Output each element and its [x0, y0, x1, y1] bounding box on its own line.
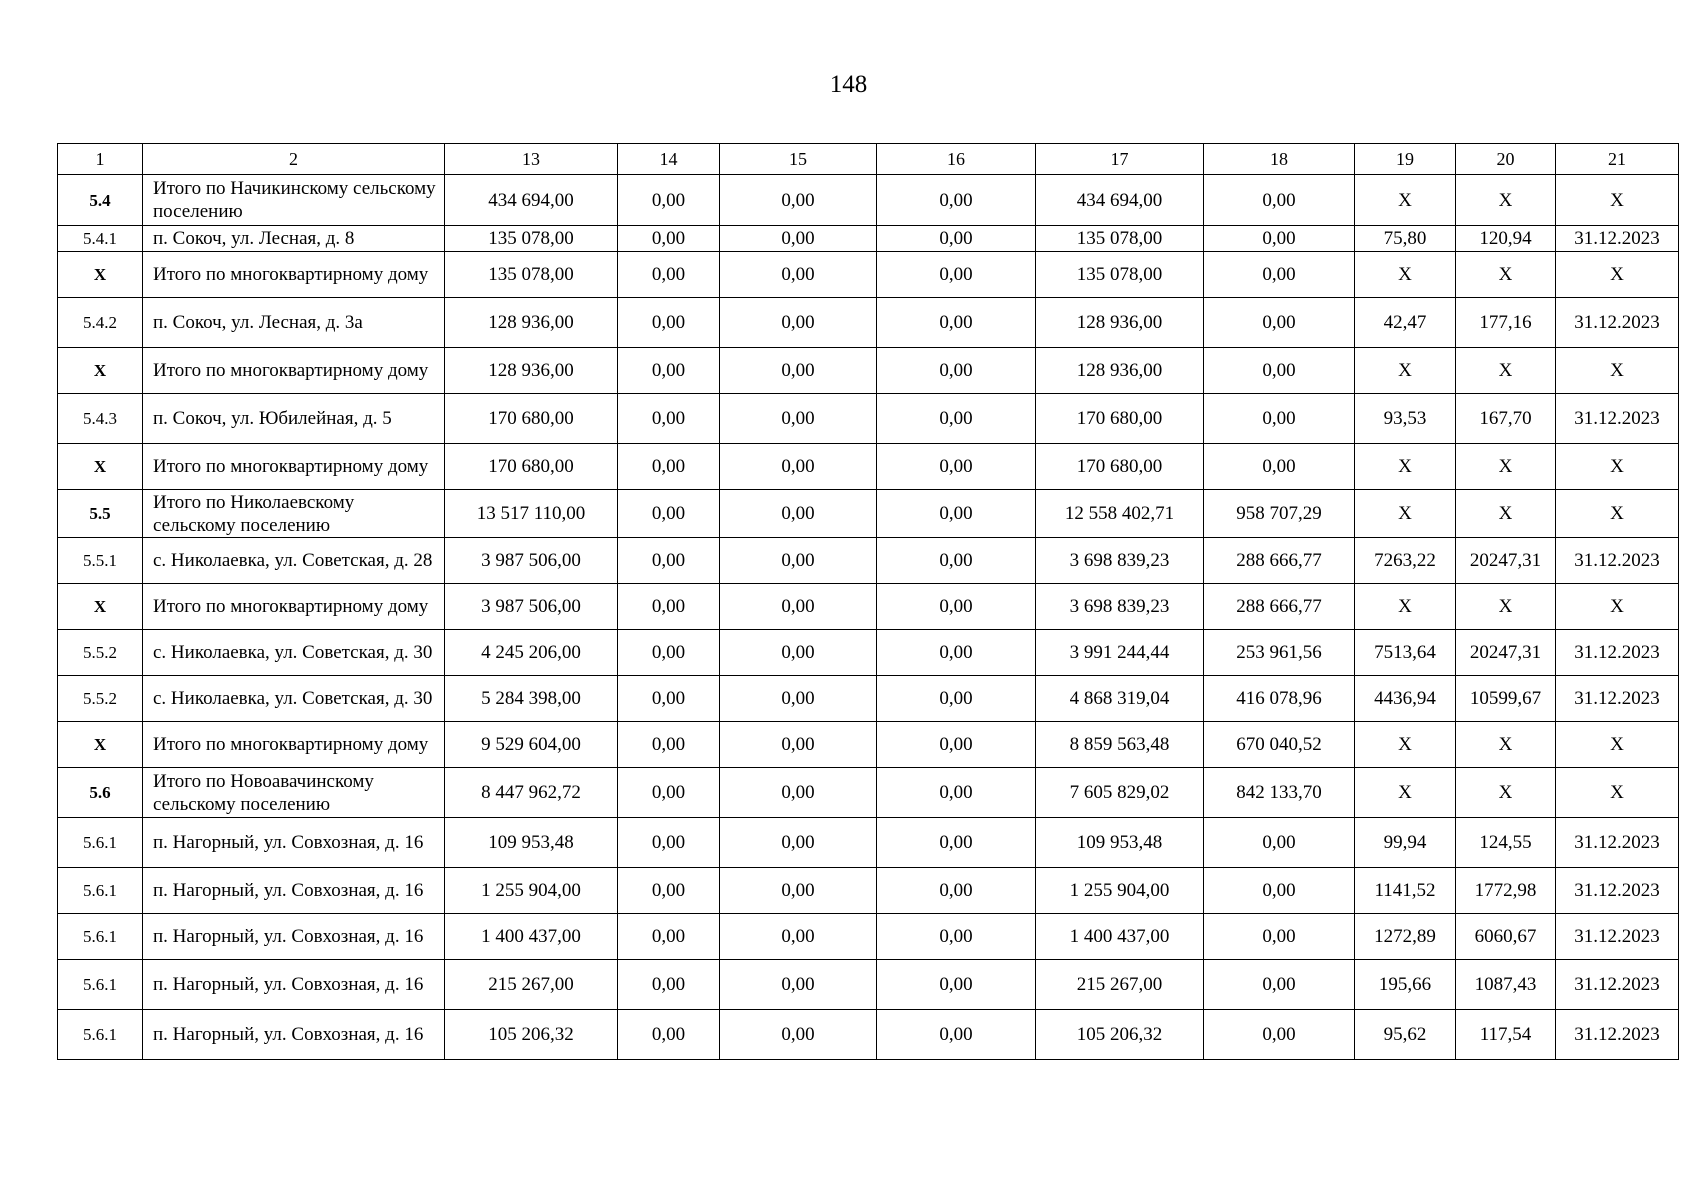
value-cell-c13: 135 078,00 [445, 252, 618, 298]
value-cell-c15: 0,00 [720, 490, 877, 538]
value-cell-c18: 253 961,56 [1204, 630, 1355, 676]
value-cell-c21: 31.12.2023 [1556, 630, 1679, 676]
table-row [58, 818, 1679, 868]
value-cell-c18: 0,00 [1204, 1010, 1355, 1060]
value-cell-c17: 1 400 437,00 [1036, 914, 1204, 960]
address-cell: Итого по многоквартирному дому [143, 722, 445, 768]
column-header: 19 [1355, 144, 1456, 175]
value-cell-c20: 120,94 [1456, 226, 1556, 252]
value-cell-c16: 0,00 [877, 630, 1036, 676]
address-cell: с. Николаевка, ул. Советская, д. 28 [143, 538, 445, 584]
value-cell-c18: 0,00 [1204, 444, 1355, 490]
value-cell-c21: X [1556, 175, 1679, 226]
value-cell-c17: 135 078,00 [1036, 226, 1204, 252]
table-row [58, 584, 1679, 630]
value-cell-c17: 170 680,00 [1036, 394, 1204, 444]
value-cell-c14: 0,00 [618, 768, 720, 818]
value-cell-c14: 0,00 [618, 914, 720, 960]
value-cell-c13: 1 400 437,00 [445, 914, 618, 960]
row-number-cell: X [58, 584, 143, 630]
value-cell-c16: 0,00 [877, 960, 1036, 1010]
value-cell-c21: 31.12.2023 [1556, 538, 1679, 584]
row-number-cell: X [58, 348, 143, 394]
value-cell-c20: X [1456, 252, 1556, 298]
value-cell-c17: 128 936,00 [1036, 298, 1204, 348]
address-cell: Итого по Николаевскому сельскому поселению [143, 490, 445, 538]
data-table [57, 143, 1679, 1060]
address-cell: п. Нагорный, ул. Совхозная, д. 16 [143, 868, 445, 914]
row-number-cell: 5.4.1 [58, 226, 143, 252]
table-row [58, 868, 1679, 914]
value-cell-c14: 0,00 [618, 1010, 720, 1060]
value-cell-c18: 958 707,29 [1204, 490, 1355, 538]
value-cell-c14: 0,00 [618, 226, 720, 252]
value-cell-c19: X [1355, 722, 1456, 768]
value-cell-c13: 3 987 506,00 [445, 584, 618, 630]
value-cell-c19: X [1355, 490, 1456, 538]
column-header: 16 [877, 144, 1036, 175]
column-header: 20 [1456, 144, 1556, 175]
value-cell-c20: 10599,67 [1456, 676, 1556, 722]
value-cell-c20: 124,55 [1456, 818, 1556, 868]
address-cell: Итого по многоквартирному дому [143, 252, 445, 298]
value-cell-c20: 6060,67 [1456, 914, 1556, 960]
value-cell-c21: 31.12.2023 [1556, 960, 1679, 1010]
value-cell-c21: 31.12.2023 [1556, 914, 1679, 960]
address-cell: Итого по многоквартирному дому [143, 584, 445, 630]
value-cell-c15: 0,00 [720, 960, 877, 1010]
value-cell-c15: 0,00 [720, 444, 877, 490]
value-cell-c19: 75,80 [1355, 226, 1456, 252]
value-cell-c21: 31.12.2023 [1556, 226, 1679, 252]
row-number-cell: 5.6.1 [58, 914, 143, 960]
table-row [58, 444, 1679, 490]
value-cell-c20: 20247,31 [1456, 538, 1556, 584]
value-cell-c15: 0,00 [720, 914, 877, 960]
value-cell-c20: X [1456, 348, 1556, 394]
value-cell-c14: 0,00 [618, 394, 720, 444]
value-cell-c18: 288 666,77 [1204, 538, 1355, 584]
value-cell-c15: 0,00 [720, 226, 877, 252]
value-cell-c16: 0,00 [877, 868, 1036, 914]
value-cell-c13: 128 936,00 [445, 298, 618, 348]
value-cell-c20: X [1456, 722, 1556, 768]
value-cell-c21: 31.12.2023 [1556, 298, 1679, 348]
value-cell-c16: 0,00 [877, 768, 1036, 818]
value-cell-c17: 170 680,00 [1036, 444, 1204, 490]
value-cell-c13: 3 987 506,00 [445, 538, 618, 584]
value-cell-c14: 0,00 [618, 175, 720, 226]
row-number-cell: 5.6.1 [58, 818, 143, 868]
table-body [58, 144, 1679, 1060]
value-cell-c15: 0,00 [720, 630, 877, 676]
value-cell-c18: 0,00 [1204, 394, 1355, 444]
value-cell-c20: 117,54 [1456, 1010, 1556, 1060]
value-cell-c18: 416 078,96 [1204, 676, 1355, 722]
value-cell-c19: 7263,22 [1355, 538, 1456, 584]
value-cell-c15: 0,00 [720, 348, 877, 394]
value-cell-c21: 31.12.2023 [1556, 868, 1679, 914]
value-cell-c19: X [1355, 444, 1456, 490]
value-cell-c13: 1 255 904,00 [445, 868, 618, 914]
value-cell-c14: 0,00 [618, 348, 720, 394]
row-number-cell: 5.5.1 [58, 538, 143, 584]
table-row [58, 722, 1679, 768]
address-cell: п. Нагорный, ул. Совхозная, д. 16 [143, 818, 445, 868]
value-cell-c18: 842 133,70 [1204, 768, 1355, 818]
value-cell-c21: X [1556, 490, 1679, 538]
row-number-cell: 5.6.1 [58, 960, 143, 1010]
value-cell-c15: 0,00 [720, 818, 877, 868]
table-row [58, 348, 1679, 394]
row-number-cell: 5.5.2 [58, 676, 143, 722]
value-cell-c18: 288 666,77 [1204, 584, 1355, 630]
value-cell-c17: 128 936,00 [1036, 348, 1204, 394]
value-cell-c21: X [1556, 348, 1679, 394]
value-cell-c13: 128 936,00 [445, 348, 618, 394]
address-cell: п. Нагорный, ул. Совхозная, д. 16 [143, 960, 445, 1010]
value-cell-c15: 0,00 [720, 768, 877, 818]
table-row [58, 914, 1679, 960]
value-cell-c21: X [1556, 584, 1679, 630]
value-cell-c13: 135 078,00 [445, 226, 618, 252]
address-cell: п. Нагорный, ул. Совхозная, д. 16 [143, 1010, 445, 1060]
value-cell-c15: 0,00 [720, 252, 877, 298]
value-cell-c15: 0,00 [720, 1010, 877, 1060]
value-cell-c17: 8 859 563,48 [1036, 722, 1204, 768]
value-cell-c19: 1272,89 [1355, 914, 1456, 960]
value-cell-c14: 0,00 [618, 676, 720, 722]
value-cell-c20: 1087,43 [1456, 960, 1556, 1010]
value-cell-c21: X [1556, 252, 1679, 298]
address-cell: п. Сокоч, ул. Лесная, д. 3а [143, 298, 445, 348]
table-row [58, 252, 1679, 298]
column-header: 18 [1204, 144, 1355, 175]
value-cell-c16: 0,00 [877, 226, 1036, 252]
column-header: 15 [720, 144, 877, 175]
value-cell-c14: 0,00 [618, 818, 720, 868]
value-cell-c14: 0,00 [618, 252, 720, 298]
value-cell-c19: 1141,52 [1355, 868, 1456, 914]
value-cell-c13: 170 680,00 [445, 394, 618, 444]
value-cell-c18: 0,00 [1204, 226, 1355, 252]
address-cell: Итого по Начикинскому сельскому поселению [143, 175, 445, 226]
value-cell-c18: 0,00 [1204, 914, 1355, 960]
value-cell-c18: 0,00 [1204, 348, 1355, 394]
value-cell-c14: 0,00 [618, 722, 720, 768]
value-cell-c16: 0,00 [877, 444, 1036, 490]
value-cell-c20: 20247,31 [1456, 630, 1556, 676]
address-cell: с. Николаевка, ул. Советская, д. 30 [143, 676, 445, 722]
column-header: 21 [1556, 144, 1679, 175]
value-cell-c15: 0,00 [720, 538, 877, 584]
value-cell-c19: 99,94 [1355, 818, 1456, 868]
value-cell-c16: 0,00 [877, 490, 1036, 538]
value-cell-c20: X [1456, 490, 1556, 538]
value-cell-c16: 0,00 [877, 584, 1036, 630]
value-cell-c16: 0,00 [877, 394, 1036, 444]
value-cell-c18: 0,00 [1204, 960, 1355, 1010]
row-number-cell: 5.6.1 [58, 868, 143, 914]
column-header: 14 [618, 144, 720, 175]
value-cell-c20: 167,70 [1456, 394, 1556, 444]
value-cell-c16: 0,00 [877, 914, 1036, 960]
address-cell: Итого по многоквартирному дому [143, 444, 445, 490]
column-header: 2 [143, 144, 445, 175]
value-cell-c14: 0,00 [618, 538, 720, 584]
value-cell-c13: 4 245 206,00 [445, 630, 618, 676]
column-header: 1 [58, 144, 143, 175]
table-row [58, 538, 1679, 584]
value-cell-c16: 0,00 [877, 175, 1036, 226]
value-cell-c17: 3 991 244,44 [1036, 630, 1204, 676]
row-number-cell: 5.6.1 [58, 1010, 143, 1060]
value-cell-c20: X [1456, 768, 1556, 818]
value-cell-c20: X [1456, 584, 1556, 630]
value-cell-c19: 7513,64 [1355, 630, 1456, 676]
value-cell-c16: 0,00 [877, 722, 1036, 768]
row-number-cell: 5.4.2 [58, 298, 143, 348]
table-row [58, 1010, 1679, 1060]
table-row [58, 490, 1679, 538]
value-cell-c19: X [1355, 584, 1456, 630]
row-number-cell: 5.4 [58, 175, 143, 226]
value-cell-c16: 0,00 [877, 298, 1036, 348]
value-cell-c20: X [1456, 444, 1556, 490]
value-cell-c17: 7 605 829,02 [1036, 768, 1204, 818]
value-cell-c13: 109 953,48 [445, 818, 618, 868]
address-cell: п. Нагорный, ул. Совхозная, д. 16 [143, 914, 445, 960]
table-row [58, 394, 1679, 444]
value-cell-c17: 1 255 904,00 [1036, 868, 1204, 914]
row-number-cell: 5.4.3 [58, 394, 143, 444]
value-cell-c16: 0,00 [877, 538, 1036, 584]
row-number-cell: 5.6 [58, 768, 143, 818]
value-cell-c13: 5 284 398,00 [445, 676, 618, 722]
row-number-cell: 5.5 [58, 490, 143, 538]
value-cell-c19: X [1355, 348, 1456, 394]
value-cell-c13: 170 680,00 [445, 444, 618, 490]
header-row [58, 144, 1679, 175]
value-cell-c21: X [1556, 444, 1679, 490]
value-cell-c17: 12 558 402,71 [1036, 490, 1204, 538]
value-cell-c14: 0,00 [618, 490, 720, 538]
value-cell-c17: 3 698 839,23 [1036, 584, 1204, 630]
table-row [58, 676, 1679, 722]
value-cell-c21: 31.12.2023 [1556, 818, 1679, 868]
value-cell-c21: 31.12.2023 [1556, 394, 1679, 444]
address-cell: Итого по многоквартирному дому [143, 348, 445, 394]
value-cell-c18: 0,00 [1204, 175, 1355, 226]
value-cell-c21: X [1556, 722, 1679, 768]
column-header: 17 [1036, 144, 1204, 175]
value-cell-c16: 0,00 [877, 676, 1036, 722]
value-cell-c19: X [1355, 175, 1456, 226]
table-row [58, 175, 1679, 226]
value-cell-c19: 93,53 [1355, 394, 1456, 444]
value-cell-c21: 31.12.2023 [1556, 1010, 1679, 1060]
value-cell-c18: 670 040,52 [1204, 722, 1355, 768]
value-cell-c15: 0,00 [720, 175, 877, 226]
row-number-cell: X [58, 444, 143, 490]
value-cell-c19: 4436,94 [1355, 676, 1456, 722]
value-cell-c19: 95,62 [1355, 1010, 1456, 1060]
value-cell-c14: 0,00 [618, 630, 720, 676]
value-cell-c13: 105 206,32 [445, 1010, 618, 1060]
value-cell-c18: 0,00 [1204, 818, 1355, 868]
value-cell-c18: 0,00 [1204, 868, 1355, 914]
value-cell-c15: 0,00 [720, 676, 877, 722]
value-cell-c14: 0,00 [618, 298, 720, 348]
value-cell-c15: 0,00 [720, 722, 877, 768]
value-cell-c14: 0,00 [618, 868, 720, 914]
address-cell: Итого по Новоавачинскому сельскому поселению [143, 768, 445, 818]
value-cell-c13: 215 267,00 [445, 960, 618, 1010]
value-cell-c20: 1772,98 [1456, 868, 1556, 914]
column-header: 13 [445, 144, 618, 175]
value-cell-c14: 0,00 [618, 960, 720, 1010]
value-cell-c17: 135 078,00 [1036, 252, 1204, 298]
page-number: 148 [829, 71, 868, 98]
value-cell-c20: 177,16 [1456, 298, 1556, 348]
value-cell-c16: 0,00 [877, 252, 1036, 298]
value-cell-c17: 434 694,00 [1036, 175, 1204, 226]
value-cell-c13: 9 529 604,00 [445, 722, 618, 768]
address-cell: п. Сокоч, ул. Лесная, д. 8 [143, 226, 445, 252]
value-cell-c14: 0,00 [618, 584, 720, 630]
value-cell-c16: 0,00 [877, 818, 1036, 868]
value-cell-c13: 434 694,00 [445, 175, 618, 226]
value-cell-c13: 8 447 962,72 [445, 768, 618, 818]
row-number-cell: X [58, 252, 143, 298]
row-number-cell: 5.5.2 [58, 630, 143, 676]
table-row [58, 960, 1679, 1010]
table-row [58, 298, 1679, 348]
value-cell-c19: 195,66 [1355, 960, 1456, 1010]
value-cell-c14: 0,00 [618, 444, 720, 490]
value-cell-c13: 13 517 110,00 [445, 490, 618, 538]
value-cell-c20: X [1456, 175, 1556, 226]
value-cell-c21: 31.12.2023 [1556, 676, 1679, 722]
value-cell-c17: 4 868 319,04 [1036, 676, 1204, 722]
value-cell-c17: 3 698 839,23 [1036, 538, 1204, 584]
value-cell-c16: 0,00 [877, 1010, 1036, 1060]
value-cell-c16: 0,00 [877, 348, 1036, 394]
value-cell-c15: 0,00 [720, 584, 877, 630]
address-cell: п. Сокоч, ул. Юбилейная, д. 5 [143, 394, 445, 444]
table-row [58, 226, 1679, 252]
value-cell-c15: 0,00 [720, 868, 877, 914]
value-cell-c18: 0,00 [1204, 252, 1355, 298]
value-cell-c17: 109 953,48 [1036, 818, 1204, 868]
row-number-cell: X [58, 722, 143, 768]
value-cell-c15: 0,00 [720, 298, 877, 348]
value-cell-c15: 0,00 [720, 394, 877, 444]
value-cell-c19: X [1355, 768, 1456, 818]
table-row [58, 768, 1679, 818]
value-cell-c18: 0,00 [1204, 298, 1355, 348]
value-cell-c17: 215 267,00 [1036, 960, 1204, 1010]
value-cell-c19: X [1355, 252, 1456, 298]
value-cell-c19: 42,47 [1355, 298, 1456, 348]
table-row [58, 630, 1679, 676]
value-cell-c17: 105 206,32 [1036, 1010, 1204, 1060]
address-cell: с. Николаевка, ул. Советская, д. 30 [143, 630, 445, 676]
value-cell-c21: X [1556, 768, 1679, 818]
